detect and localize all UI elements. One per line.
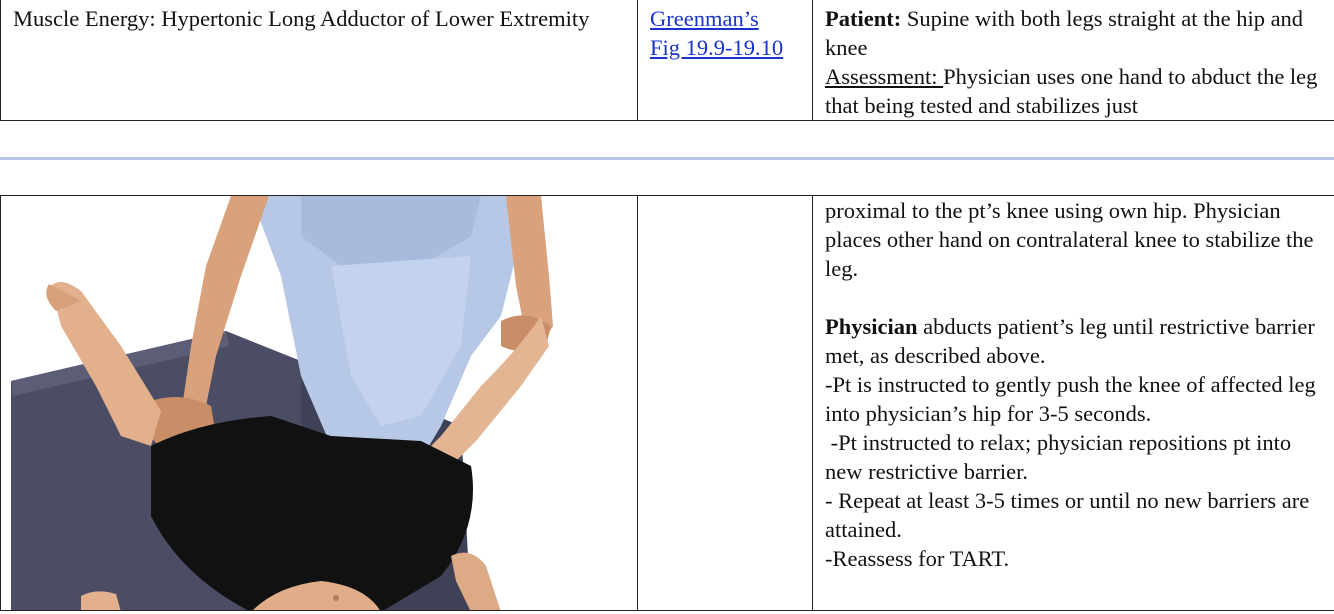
physician-label: Physician — [825, 314, 918, 339]
assessment-continuation: proximal to the pt’s knee using own hip. Physician places other hand on contralateral knee to stabilize the leg. — [825, 198, 1314, 281]
physician-paragraph — [825, 312, 1324, 370]
reference-link[interactable] — [650, 6, 783, 60]
patient-text: Supine with both legs straight at the hip and knee — [825, 6, 1304, 60]
reference-cell — [638, 0, 813, 121]
physician-text: abducts patient’s leg until restrictive barrier met, as described above. — [825, 314, 1315, 368]
patient-label: Patient: — [825, 6, 902, 31]
reference-link-line1: Greenman’s — [650, 6, 759, 31]
table-row — [1, 0, 1334, 121]
spacer — [825, 283, 1324, 312]
page-break — [0, 140, 1334, 168]
assessment-text: Physician uses one hand to abduct the leg that being tested and stabilizes just — [825, 64, 1318, 118]
table-row — [1, 196, 1334, 611]
page-top — [0, 0, 1334, 140]
page-divider — [0, 157, 1334, 160]
technique-table-top — [0, 0, 1334, 121]
description-cell — [813, 0, 1334, 121]
technique-cell — [1, 0, 638, 121]
description-cell-continued — [813, 196, 1334, 611]
assessment-label: Assessment: — [825, 64, 944, 89]
reference-cell-empty — [638, 196, 813, 611]
page-bottom — [0, 168, 1334, 614]
step-2: -Pt instructed to relax; physician repositions pt into new restrictive barrier. — [825, 430, 1297, 484]
step-3: - Repeat at least 3-5 times or until no new barriers are attained. — [825, 488, 1310, 542]
photo-cell — [1, 196, 638, 611]
technique-photo — [1, 196, 638, 611]
technique-title: Muscle Energy: Hypertonic Long Adductor of Lower Extremity — [13, 6, 590, 31]
step-1: -Pt is instructed to gently push the knee of affected leg into physician’s hip for 3-5 seconds. — [825, 372, 1316, 426]
technique-table-bottom — [0, 195, 1334, 611]
reference-link-line2: Fig 19.9-19.10 — [650, 35, 784, 60]
step-4: -Reassess for TART. — [825, 546, 1010, 571]
